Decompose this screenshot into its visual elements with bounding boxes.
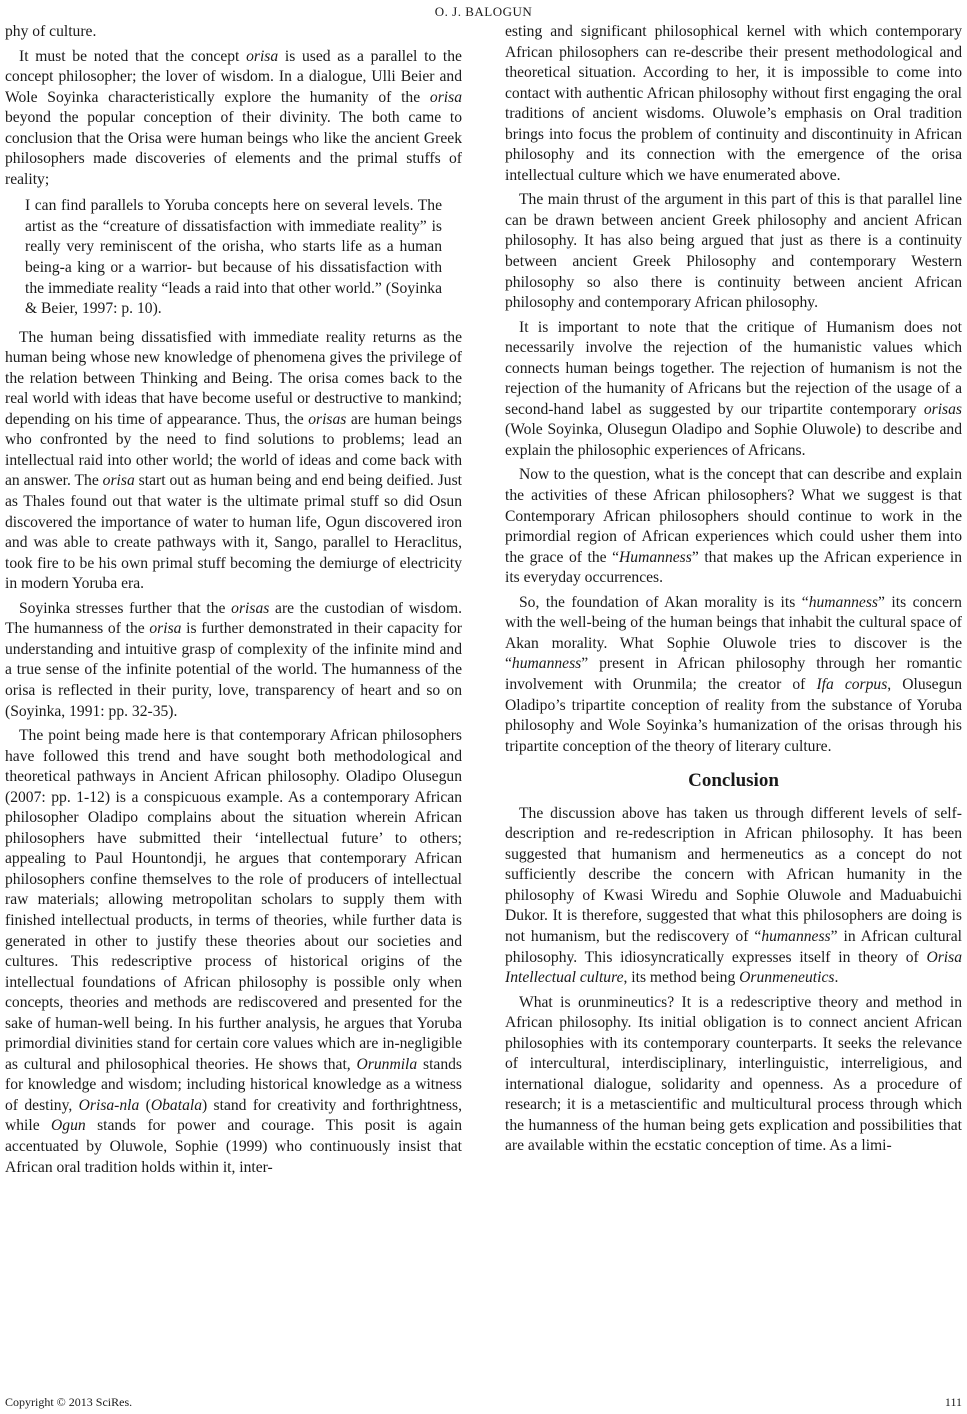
paragraph: esting and significant philosophical kernel with which contemporary African philosophers can re-describe their present methodological and theoretical situation. According to her, it is impossible to come into contact with authentic African philosophy without first engaging the oral traditions of ancient wisdoms. Oluwole’s emphasis on Oral tradition brings into focus the problem of continuity and discontinuity in African philosophy and its connection with the emergence of the orisa intellectual culture which we have enumerated above. (505, 23, 962, 184)
running-head: O. J. BALOGUN (434, 4, 533, 19)
paragraph: It must be noted that the concept orisa is used as a parallel to the concept philosopher; the lover of wisdom. In a dialogue, Ulli Beier and Wole Soyinka characteristically explore the humanity of the orisa beyond the popular conception of their divinity. The both came to conclusion that the Orisa were human beings who like the ancient Greek philosophers made discoveries of elements and the primal stuffs of reality; (5, 47, 462, 188)
quote-text: I can find parallels to Yoruba concepts here on several levels. The artist as the “creature of dissatisfaction with immediate reality” is really very reminiscent of the orisha, who starts life as a human being-a king or a warrior- but because of his dissatisfaction with the immediate reality “leads a raid into that other world.” (Soyinka & Beier, 1997: p. 10). (25, 197, 442, 318)
paragraph: So, the foundation of Akan morality is its “humanness” its concern with the well-being of the human beings that inhabit the cultural space of Akan morality. What Sophie Oluwole tries to discover is the “humanness” present in African philosophy through her romantic involvement with Orunmila; the creator of Ifa corpus, Olusegun Oladipo’s tripartite conception of reality from the substance of Yoruba philosophy and Wole Soyinka’s humanization of the orisas through his tripartite conception of the theory of literary culture. (505, 593, 962, 755)
italic-term: Ogun (51, 1117, 86, 1135)
paragraph: The human being dissatisfied with immediate reality returns as the human being whose new knowledge of phenomena gives the privilege of the relation between Thinking and Being. The orisa comes back to the real world with ideas that have become useful or destructive to mankind; depending on his time of appearance. Thus, the orisas are human beings who confronted by the need to find solutions to problems; lead an intellectual raid into other world; the world of ideas and come back with an answer. The orisa start out as human being and end being deified. Just as Thales found out that water is the ultimate primal stuff so did Osun discovered the importance of water to human life, Ogun discovered iron and was able to create pathways with it, Sango, parallel to Heraclitus, took fire to be his own primal stuff becoming the demiurge of electricity in modern Yoruba era. (5, 328, 463, 593)
italic-term: humanness (761, 927, 831, 945)
paragraph: Now to the question, what is the concept that can describe and explain the activities of these African philosophers? What we suggest is that Contemporary African philosophers should continue to work in the primordial region of African experiences which could usher them into the grace of the “Humanness” that makes up the African experience in its everyday occurrences. (505, 466, 963, 587)
italic-term: orisa (246, 47, 279, 65)
italic-term: orisas (231, 599, 270, 617)
paragraph: Soyinka stresses further that the orisas are the custodian of wisdom. The humanness of the orisa is further demonstrated in their capacity for understanding and intuitive grasp of complexity of the infinite mind and a true sense of the infinite potential of the world. The humanness of the orisa is reflected in their purity, love, transparency of heart and so on (Soyinka, 1991: pp. 32-35). (5, 599, 462, 720)
italic-term: Obatala (150, 1096, 202, 1114)
italic-term: Humanness (619, 548, 692, 566)
section-heading: Conclusion (688, 770, 779, 792)
copyright-notice: Copyright © 2013 SciRes. (5, 1395, 133, 1409)
right-column (505, 22, 962, 1161)
italic-term: Orisa Intellectual culture (505, 948, 962, 987)
italic-term: orisas (308, 410, 347, 428)
italic-term: orisas (923, 400, 962, 418)
italic-term: Orunmeneutics (739, 969, 835, 987)
italic-term: Ifa corpus (816, 675, 888, 693)
italic-term: humanness (511, 655, 582, 673)
paragraph: It is important to note that the critique of Humanism does not necessarily involve the rejection of the humanistic values which connects human beings together. The rejection of humanism is not the rejection of the humanity of Africans but the rejection of the usage of a second-hand label as suggested by our tripartite contemporary orisas (Wole Soyinka, Olusegun Oladipo and Sophie Oluwole) to describe and explain the philosophic experiences of Africans. (505, 318, 962, 459)
italic-term: orisa (429, 88, 462, 106)
italic-term: humanness (808, 593, 878, 611)
paragraph: The main thrust of the argument in this part of this is that parallel line can be drawn between ancient Greek philosophy and ancient African philosophy. It has also being argued that just as there is a continuity between ancient Greek Philosophy and contemporary Western philosophy so also there is continuity between ancient African philosophy and contemporary African philosophy. (505, 191, 962, 312)
paragraph: The discussion above has taken us through different levels of self-description and re-redescription in African philosophy. It has been suggested that humanism and hermeneutics as a concept do not sufficiently describe the concern with African humanity in the philosophy of Kwasi Wiredu and Sophie Oluwole and Maduabuichi Dukor. It is therefore, suggested that what this philosophers are doing is not humanism, but the rediscovery of “humanness” in African cultural philosophy. This idiosyncratically expresses itself in theory of Orisa Intellectual culture, its method being Orunmeneutics. (505, 804, 963, 987)
left-column (5, 22, 462, 1182)
paragraph: The point being made here is that contemporary African philosophers have followed this trend and have sought both methodological and theoretical pathways in Ancient African philosophy. Oladipo Olusegun (2007: pp. 1-12) is a conspicuous example. As a contemporary African philosopher Oladipo complains about the situation wherein African philosophers have submitted their ‘intellectual future’ to others; appealing to Paul Hountondji, he argues that contemporary African philosophers confine themselves to the role of producers of intellectual raw materials; allowing metropolitan scholars to supply them with finished intellectual products, in terms of theories, while further data is generated in other to justify these theories about our societies and cultures. This redescriptive process of historical origins of the intellectual foundations of African philosophy is possible only when concepts, theories and methods are rediscovered and presented for the sake of human-well being. In his further analysis, he argues that Yoruba primordial divinities stand for certain core values which are in-negligible as cultural and philosophical theories. He shows that, Orunmila stands for knowledge and wisdom; including historical knowledge as a witness of destiny, Orisa-nla (Obatala) stand for creativity and forthrightness, while Ogun stands for power and courage. This posit is again accentuated by Oluwole, Sophie (1999) who continuously insist that African oral tradition holds within it, inter- (5, 727, 463, 1176)
page-number: 111 (944, 1395, 962, 1409)
paragraph: What is orunmineutics? It is a redescriptive theory and method in African philosophy. Its initial obligation is to connect ancient African philosophies with its contemporary counterparts. It seeks the relevance of intercultural, interdisciplinary, interlinguistic, interreligious, and international dialogue, solidarity and openness. As a procedure of research; it is a metascientific and multicultural process through which the humanness of the human being gets explication and possibilities that are available within the ecstatic conception of time. As a limi- (505, 993, 962, 1155)
block-quote (25, 196, 442, 319)
italic-term: orisa (149, 620, 182, 638)
paragraph: phy of culture. (5, 23, 97, 40)
italic-term: Orunmila (356, 1055, 418, 1073)
italic-term: orisa (102, 472, 135, 490)
italic-term: Orisa-nla (78, 1096, 140, 1114)
